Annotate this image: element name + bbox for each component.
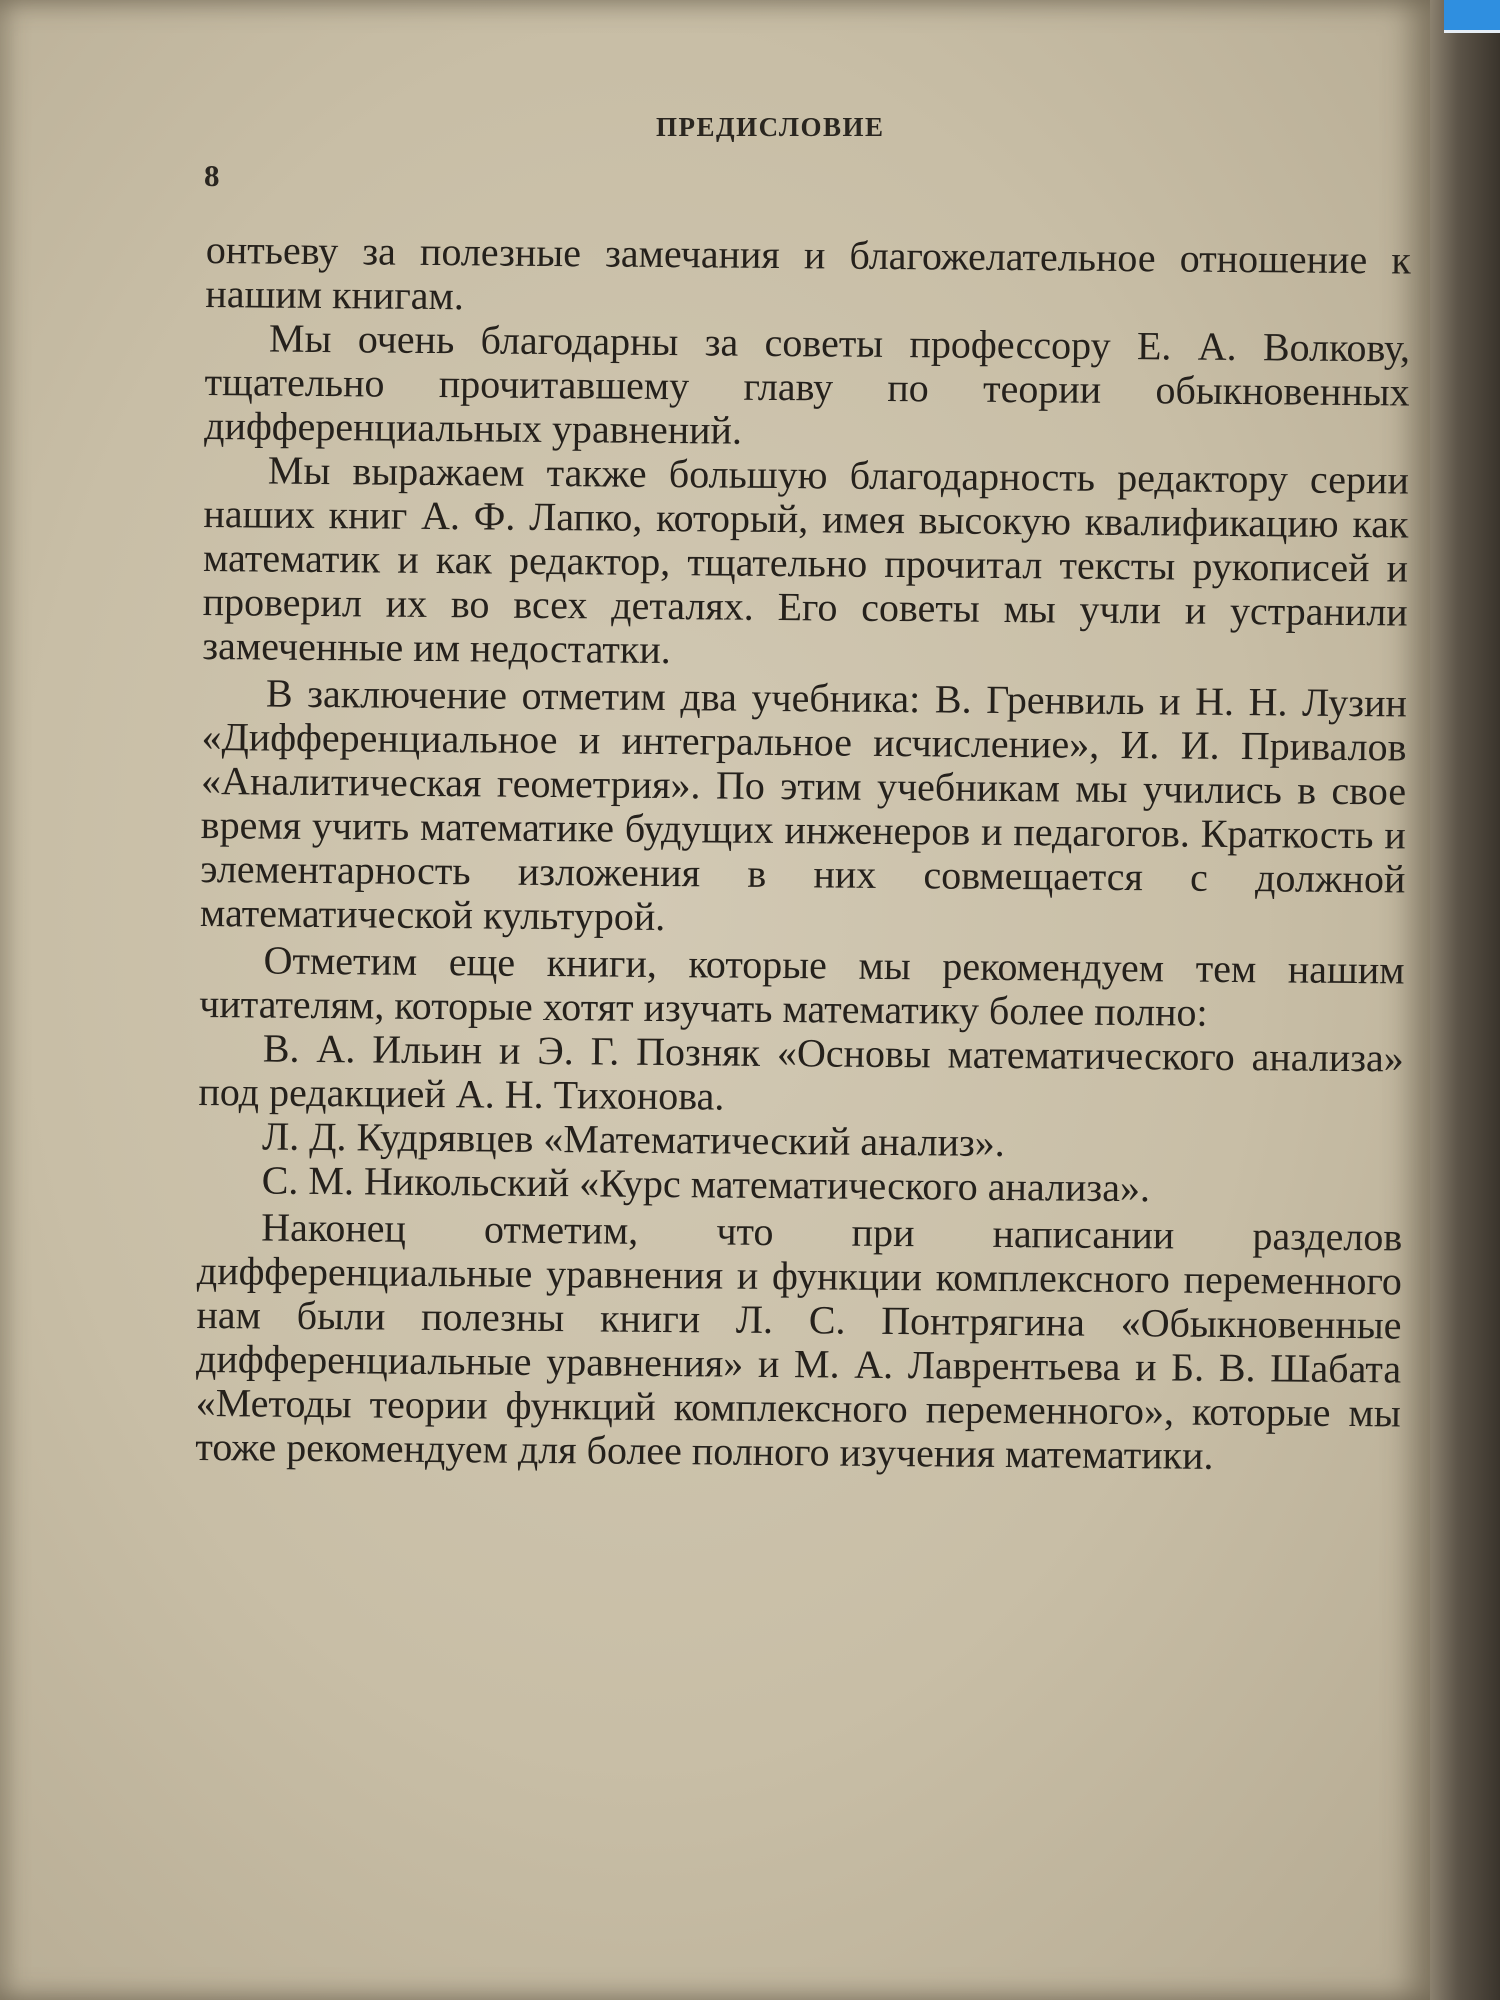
- page-number: 8: [204, 158, 220, 193]
- bookmark-tab: [1444, 0, 1500, 33]
- book-gutter: [1430, 0, 1500, 2000]
- paragraph-7: Л. Д. Кудрявцев «Математический анализ».: [261, 1113, 1005, 1166]
- page-body: [195, 228, 1411, 1479]
- paragraph-4: В заключение отметим два учебника: В. Гренвиль и Н. Н. Лузин «Дифференциальное и интегральное исчисление», И. И. Привалов «Аналитическая геометрия». По этим учебникам мы учились в свое время учить математике будущих инженеров и педагогов. Краткость и элементарность изложения в них совмещается с должной математической культурой.: [199, 670, 1408, 940]
- paragraph-9: Наконец отметим, что при написании разделов дифференциальные уравнения и функции комплексного переменного нам были полезны книги Л. С. Понтрягина «Обыкновенные дифференциальные уравнения» и М. А. Лаврентьева и Б. В. Шабата «Методы теории функций комплексного переменного», которые мы тоже рекомендуем для более полного изучения математики.: [195, 1204, 1403, 1478]
- paragraph-8: С. М. Никольский «Курс математического анализа».: [261, 1157, 1151, 1211]
- paragraph-5: Отметим еще книги, которые мы рекомендуем тем нашим читателям, которые хотят изучать математику более полно:: [199, 937, 1405, 1035]
- paragraph-1: онтьеву за полезные замечания и благожелательное отношение к нашим книгам.: [205, 227, 1411, 319]
- paragraph-2: Мы очень благодарны за советы профессору Е. А. Волкову, тщательно прочитавшему главу по теории обыкновенных дифференциальных уравнений.: [204, 315, 1411, 453]
- running-title: ПРЕДИСЛОВИЕ: [656, 112, 885, 142]
- paragraph-3: Мы выражаем также большую благодарность редактору серии наших книг А. Ф. Лапко, который, имея высокую квалификацию как математик и как редактор, тщательно прочитал тексты рукописей и проверил их во всех деталях. Его советы мы учли и устранили замеченные им недостатки.: [202, 447, 1410, 673]
- paragraph-6: В. А. Ильин и Э. Г. Позняк «Основы математического анализа» под редакцией А. Н. Тихонова.: [198, 1025, 1404, 1119]
